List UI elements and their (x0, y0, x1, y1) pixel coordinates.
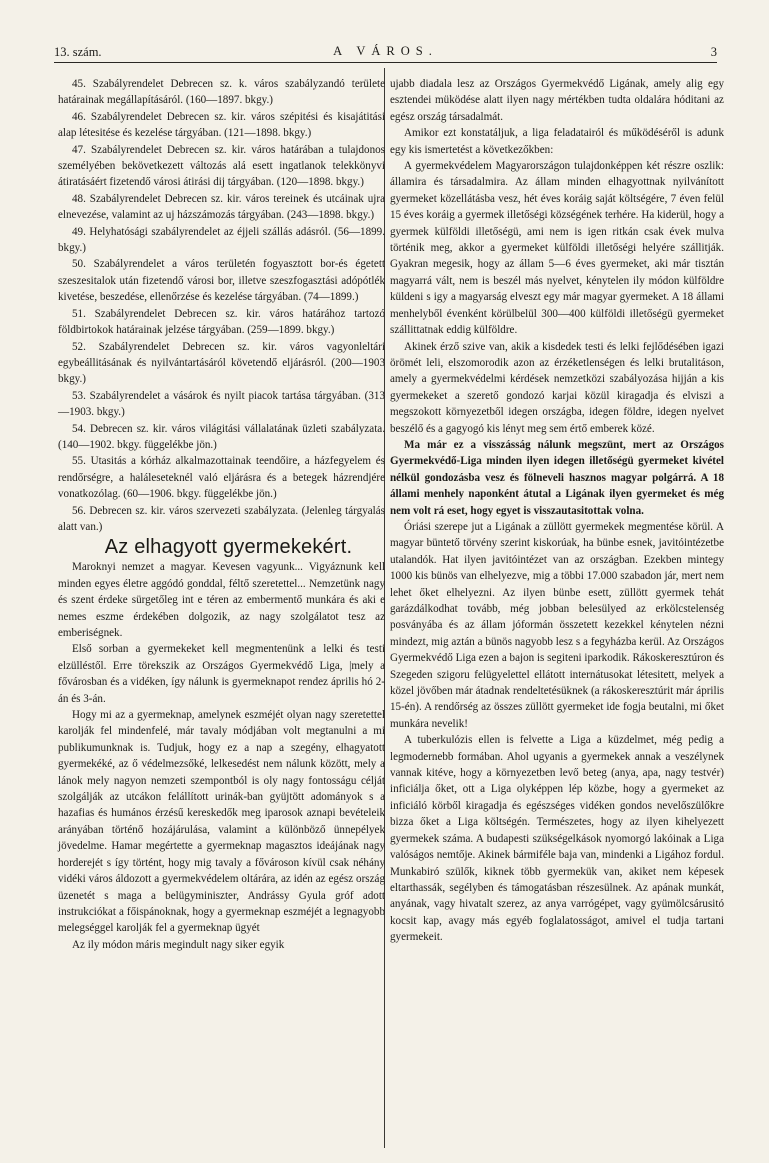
list-item: 56. Debrecen sz. kir. város szervezeti szabályzata. (Jelenleg tárgyalás alatt van.) (58, 504, 385, 533)
issue-number: 13. szám. (54, 45, 102, 59)
article-paragraph: Maroknyi nemzet a magyar. Kevesen vagyunk... Vigyáznunk kell minden egyes életre aggódó gonddal, féltő szeretettel... Nemzetünk nagy és szent érdeke sürgetőleg int e téren az embermentő munkára és aki e nemes eszme érdekében dolgozik, az nagy szolgálatot tesz az emberiségnek. (58, 561, 385, 639)
list-item: 46. Szabályrendelet Debrecen sz. kir. város szépitési és kisajátitási alap létesitése és kezelése tárgyában. (121—1898. bkgy.) (58, 110, 385, 140)
list-item: 49. Helyhatósági szabályrendelet az éjjeli szállás adásról. (56—1899. bkgy.) (58, 225, 385, 255)
article-paragraph: ujabb diadala lesz az Országos Gyermekvédő Ligának, amely alig egy esztendei müködése alatt ilyen nagy mértékben tudta oldalára hóditani az egész ország társadalmát. (390, 78, 724, 123)
list-item: 48. Szabályrendelet Debrecen sz. kir. város tereinek és utcáinak ujra elnevezése, valamint az uj házszámozás tárgyában. (243—1898. bkgy.) (58, 192, 385, 222)
article-paragraph: A gyermekvédelem Magyarországon tulajdonképpen két részre oszlik: államira és társadalmira. Az állam minden elhagyottnak nyilvánított gyermeket közellátásba vesz, hét éves koráig saját költségére, 7 éven felül 15 éves koráig a gyermek illetőségi községének terhére. Ha kiderül, hogy a gyermek külföldi illetőségü, ami nem is igen ritkán csak évek mulva történik meg, akkor a gyermeket külföldi illetőségi helyére szállitják. Gyakran megesik, hogy az állam 5—6 éves gyermeket, aki már tisztán magyarrá vált, nem is beszél más nyelvet, kénytelen ily módon külföldre küldeni s igy a magyarság elveszt egy már magyar gyermeket. A 18 állami menhelyből évenként körülbelül 300—400 külföldi illetőségü gyermeket szállittatnak eddig külföldre. (390, 160, 724, 337)
article-paragraph: Az ily módon máris megindult nagy siker egyik (72, 938, 285, 951)
list-item: 51. Szabályrendelet Debrecen sz. kir. város határához tartozó földbirtokok határainak jelzése tárgyában. (259—1899. bkgy.) (58, 307, 385, 337)
article-heading: Az elhagyott gyermekekért. (104, 536, 353, 559)
article-paragraph: Akinek érző szive van, akik a kisdedek testi és lelki fejlődésében igazi örömét leli, elszomorodik azon az érzéketlenségen és lelki brutalitáson, amely a gyermekvédelmi kérdések nemzetközi szabályozása hijján a kis gyermekeket a szerető gondozó karjai közül kiragadja és elviszi a megszokott környezetből idegen országba, idegen földre, idegen nyelvet beszélő és a gagyogó kis lényt meg sem értő emberek közé. (390, 340, 724, 435)
list-item: 55. Utasitás a kórház alkalmazottainak teendőire, a házfegyelem és rendőrségre, a haláleseteknél való eljárásra és a betegek házrendjére vonatkozólag. (60—1906. bkgy. függelékbe jön.) (58, 455, 385, 501)
list-item: 45. Szabályrendelet Debrecen sz. k. város szabályzandó területe határainak megállapításáról. (160—1897. bkgy.) (58, 78, 385, 107)
list-item: 53. Szabályrendelet a vásárok és nyilt piacok tartása tárgyában. (313—1903. bkgy.) (58, 389, 385, 419)
list-item: 54. Debrecen sz. kir. város világitási vállalatának üzleti szabályzata. (140—1902. bkgy. függelékbe jön.) (58, 422, 385, 451)
page-header (54, 42, 717, 63)
page-number: 3 (710, 45, 717, 59)
article-paragraph: Amikor ezt konstatáljuk, a liga feladatairól és működéséről is adunk egy kis ismertetést a következőkben: (390, 127, 724, 156)
list-item: 47. Szabályrendelet Debrecen sz. kir. város határában a tulajdonos személyében bekövetkezett változás alá esett ingatlanok telekkönyvi átiratásáért fizetendő városi átirási dij tárgyában. (120—1898. bkgy.) (58, 143, 385, 189)
list-item: 50. Szabályrendelet a város területén fogyasztott bor-és égetett szeszesitalok után fizetendő városi bor, illetve szeszfogasztási adópótlék kivetése, beszedése, ellenőrzése és kezelése tárgyában. (74—1899.) (58, 258, 385, 304)
article-paragraph: Óriási szerepe jut a Ligának a züllött gyermekek megmentése körül. A magyar büntető törvény szerint kiskorúak, ha bünbe esnek, javitóintézetbe utalandók. Hat ilyen javitóintézet van az országban. Ezekben mintegy 1000 kis bünös van elhelyezve, mig a többi 17.000 szabadon jár, mert nem lehet őket elhelyezni. Az ilyen bünbe esett, züllött gyermek tehát garázdálkodhat tovább, még jobban belesülyed az erkölcstelenség posványába és az állam jóformán összetett kezekkel kénytelen nézni mindezt, mig aztán a bünös nagyobb lesz s a fegyházba kerül. Az Országos Gyermekvédő Liga ezen a bajon is segiteni iparkodik. Rákoskeresztúron és Szegeden szigoru felügyelettel ellátott internátusokat létesitett, melyek a közel jövőben már átadnak rendeltetésüknek (a rákoskeresztúrit már április 15-én). A rendőrség az összes züllött gyermeket ide fogja beutalni, mi őket munkára nevelik! (390, 520, 724, 730)
list-item: 52. Szabályrendelet Debrecen sz. kir. város vagyonleltári egybeállitásának és nyilvántartásáról követendő eljárásról. (200—1903 bkgy.) (58, 340, 385, 386)
article-paragraph: Első sorban a gyermekeket kell megmentenünk a lelki és testi elzülléstől. Erre törekszik az Országos Gyermekvédő Liga, |mely a fővárosban és a vidéken, így nálunk is gyermeknapot rendez április hó 2-án és 3-án. (58, 643, 385, 705)
article-paragraph: Ma már ez a visszásság nálunk megszünt, mert az Országos Gyermekvédő-Liga minden ilyen idegen illetőségü gyermeket kivétel nélkül gondozásba vesz és fölneveli hasznos magyar polgárrá. A 18 állami menhely naponként átutal a Ligának ilyen gyermeket és még nem volt rá eset, hogy egyet is visszautasitottak volna. (390, 438, 724, 517)
article-paragraph: Hogy mi az a gyermeknap, amelynek eszméjét olyan nagy szeretettel karolják fel mindenfelé, már tavaly módjában volt megtanulni a mi publikumunknak is. Tudjuk, hogy ez a nap a szegény, elhagyatott gyermekéké, az ő védelmezsőké, lelkesedést nem nálunk között, mely a lánok mely nagyon nemzeti szempontból is oly nagy fontosságu célját szolgálják az utcákon felállított urinák-ban gyüjtött adományok s a hazafias és humános érzésű kereskedők meg iparosok aznapi bevételeik arányában történő hozájárulása, valamint a különböző ünnepélyek jövedelme. Hamar megértette a gyermeknap magasztos ideájának nagy horderejét s így történt, hogy mig tavaly a fővároson kívül csak néhány vidéki város áldozott a gyermekvédelem oltárára, az idén az egész ország üzenetét s maga a belügyminiszter, Andrássy Gyula gróf adott instrukciókat a főispánoknak, hogy a gyermeknap eszméjét a legnagyobb melegséggel karolják fel a gyermeknap ügyét (58, 709, 385, 935)
newspaper-title: A VÁROS. (333, 44, 438, 58)
left-column (58, 76, 385, 953)
right-column (390, 76, 724, 946)
article-paragraph: A tuberkulózis ellen is felvette a Liga a küzdelmet, még pedig a legmodernebb formában. Ahol ugyanis a gyermekek annak a veszélynek vannak kitéve, hogy a környezetben levő beteg (anya, apa, nagy testvér) inficiálja őket, ott a Liga olyképpen lép közbe, hogy a gyermeket az inficiáló körből kiragadja és egészséges vidéken gondos nevelőszülőkre bizza őket a Liga költségén. Természetes, hogy az ilyen kihelyezett gyermekek száma. A budapesti szükségelkások nyomorgó lakóinak a Liga valóságos nemtője. Akinek bármiféle baja van, mindenki a Ligához fordul. Munkabiró szülők, kiknek több gyermekük van, akiket nem képesek eltarthassák, segélyben és támogatásban részesülnek. Az apának munkát, anyának, vagy hivatalt szerez, az anya varrógépet, vagy gyümölcsárusitó kocsit kap, avagy más egyéb foglalatosságot, amivel el tudja tartani gyermekeit. (390, 734, 724, 944)
